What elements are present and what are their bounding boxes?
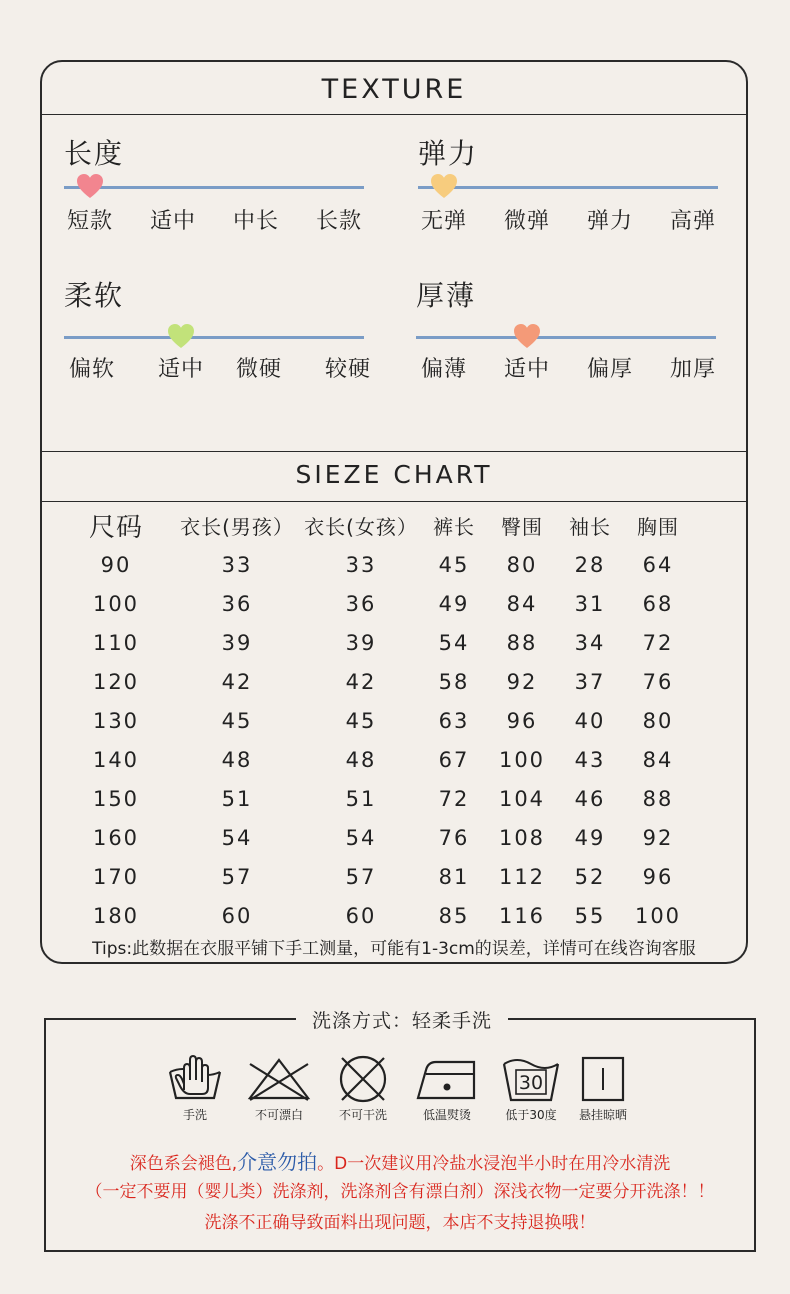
- cell-size: 160: [92, 825, 140, 850]
- no-bleach-icon: [244, 1054, 314, 1104]
- cell-pants-length: 45: [438, 552, 470, 577]
- cell-sleeve: 37: [574, 669, 606, 694]
- cell-sleeve: 31: [574, 591, 606, 616]
- no-dry-clean-item: [318, 1054, 408, 1123]
- cell-top-length-girl: 54: [345, 825, 377, 850]
- header-size: 尺码: [88, 512, 143, 543]
- wash-30-label: 低于30度: [505, 1108, 557, 1122]
- cell-size: 100: [92, 591, 140, 616]
- cell-sleeve: 52: [574, 864, 606, 889]
- table-row: [60, 545, 692, 584]
- cell-top-length-boy: 39: [221, 630, 253, 655]
- thick-option: 偏薄: [420, 357, 468, 382]
- warning-soak: 。D一次建议用冷盐水浸泡半小时在用冷水清洗: [317, 1154, 671, 1174]
- table-row: [60, 896, 692, 935]
- size-table: [60, 505, 692, 935]
- length-option: 适中: [149, 209, 197, 234]
- cell-pants-length: 54: [438, 630, 470, 655]
- table-row: [60, 740, 692, 779]
- wash-temp-text: 30: [518, 1072, 544, 1094]
- table-row: [60, 701, 692, 740]
- elastic-option: 微弹: [503, 209, 551, 234]
- header-top-length-girl: 衣长(女孩）: [304, 514, 418, 539]
- cell-hip: 112: [498, 864, 546, 889]
- low-iron-label: 低温熨烫: [422, 1108, 471, 1122]
- washing-box: [44, 1010, 756, 1252]
- texture-title: TEXTURE: [321, 74, 467, 105]
- elastic-track: [418, 186, 718, 189]
- wash-30-icon: [500, 1054, 562, 1104]
- warning-fade: 深色系会褪色,: [129, 1154, 238, 1174]
- cell-size: 90: [100, 552, 132, 577]
- table-row: [60, 662, 692, 701]
- cell-size: 170: [92, 864, 140, 889]
- soft-heart-icon: [167, 323, 195, 349]
- cell-chest: 92: [642, 825, 674, 850]
- hang-dry-icon: [578, 1054, 628, 1104]
- cell-pants-length: 67: [438, 747, 470, 772]
- thick-option: 偏厚: [586, 357, 634, 382]
- cell-hip: 80: [506, 552, 538, 577]
- divider: [42, 501, 746, 502]
- cell-top-length-girl: 51: [345, 786, 377, 811]
- table-row: [60, 857, 692, 896]
- thick-option: 加厚: [669, 357, 717, 382]
- hand-wash-icon: [166, 1054, 224, 1104]
- soft-title: 柔软: [64, 279, 125, 312]
- elastic-option: 弹力: [586, 209, 634, 234]
- table-row: [60, 584, 692, 623]
- cell-pants-length: 76: [438, 825, 470, 850]
- no-bleach-item: [234, 1054, 324, 1123]
- cell-chest: 68: [642, 591, 674, 616]
- thick-track: [416, 336, 716, 339]
- length-heart-icon: [76, 173, 104, 199]
- cell-pants-length: 81: [438, 864, 470, 889]
- cell-size: 130: [92, 708, 140, 733]
- length-option: 长款: [315, 209, 363, 234]
- cell-hip: 92: [506, 669, 538, 694]
- cell-hip: 100: [498, 747, 546, 772]
- thick-title: 厚薄: [416, 279, 477, 312]
- length-track: [64, 186, 364, 189]
- no-dry-clean-icon: [334, 1054, 392, 1104]
- cell-pants-length: 58: [438, 669, 470, 694]
- soft-track: [64, 336, 364, 339]
- cell-top-length-girl: 39: [345, 630, 377, 655]
- tips-text: Tips:此数据在衣服平铺下手工测量，可能有1-3cm的误差，详情可在线咨询客服: [92, 939, 696, 959]
- cell-hip: 84: [506, 591, 538, 616]
- cell-sleeve: 46: [574, 786, 606, 811]
- cell-size: 110: [92, 630, 140, 655]
- warning-line-1: [46, 1146, 754, 1175]
- cell-top-length-girl: 36: [345, 591, 377, 616]
- cell-sleeve: 55: [574, 903, 606, 928]
- cell-pants-length: 63: [438, 708, 470, 733]
- warning-line-3: 洗涤不正确导致面料出现问题，本店不支持退换哦！: [204, 1213, 596, 1233]
- header-hip: 臀围: [501, 514, 543, 539]
- header-chest: 胸围: [637, 514, 679, 539]
- soft-option: 偏软: [68, 357, 116, 382]
- cell-chest: 88: [642, 786, 674, 811]
- cell-chest: 76: [642, 669, 674, 694]
- cell-top-length-boy: 60: [221, 903, 253, 928]
- cell-pants-length: 85: [438, 903, 470, 928]
- divider: [42, 114, 746, 115]
- cell-top-length-boy: 57: [221, 864, 253, 889]
- table-row: [60, 818, 692, 857]
- cell-chest: 84: [642, 747, 674, 772]
- cell-size: 150: [92, 786, 140, 811]
- cell-hip: 116: [498, 903, 546, 928]
- cell-top-length-boy: 33: [221, 552, 253, 577]
- hand-wash-item: [150, 1054, 240, 1123]
- hang-dry-item: [558, 1054, 648, 1123]
- cell-size: 120: [92, 669, 140, 694]
- elastic-option: 无弹: [420, 209, 468, 234]
- elastic-heart-icon: [430, 173, 458, 199]
- washing-title: 洗涤方式：轻柔手洗: [296, 1006, 508, 1033]
- cell-hip: 108: [498, 825, 546, 850]
- length-option: 中长: [232, 209, 280, 234]
- low-iron-icon: [414, 1054, 480, 1104]
- elastic-option: 高弹: [669, 209, 717, 234]
- soft-option: 微硬: [235, 357, 283, 382]
- cell-chest: 100: [634, 903, 682, 928]
- cell-pants-length: 49: [438, 591, 470, 616]
- cell-chest: 72: [642, 630, 674, 655]
- cell-top-length-boy: 51: [221, 786, 253, 811]
- cell-hip: 104: [498, 786, 546, 811]
- cell-top-length-boy: 48: [221, 747, 253, 772]
- thick-option: 适中: [503, 357, 551, 382]
- table-header-row: [60, 505, 692, 545]
- cell-sleeve: 49: [574, 825, 606, 850]
- cell-sleeve: 40: [574, 708, 606, 733]
- thick-heart-icon: [513, 323, 541, 349]
- cell-chest: 64: [642, 552, 674, 577]
- warning-line-2: （一定不要用（婴儿类）洗涤剂，洗涤剂含有漂白剂）深浅衣物一定要分开洗涤！！: [85, 1182, 715, 1202]
- cell-hip: 96: [506, 708, 538, 733]
- cell-top-length-girl: 42: [345, 669, 377, 694]
- cell-sleeve: 34: [574, 630, 606, 655]
- divider: [42, 451, 746, 452]
- cell-size: 140: [92, 747, 140, 772]
- hang-dry-label: 悬挂晾晒: [578, 1108, 627, 1122]
- header-pants-length: 裤长: [433, 514, 475, 539]
- table-row: [60, 779, 692, 818]
- cell-top-length-girl: 45: [345, 708, 377, 733]
- cell-top-length-girl: 57: [345, 864, 377, 889]
- cell-sleeve: 43: [574, 747, 606, 772]
- warning-no-buy: 介意勿拍: [237, 1150, 318, 1174]
- no-bleach-label: 不可漂白: [254, 1108, 303, 1122]
- cell-top-length-girl: 48: [345, 747, 377, 772]
- low-iron-item: [402, 1054, 492, 1123]
- cell-top-length-boy: 45: [221, 708, 253, 733]
- cell-size: 180: [92, 903, 140, 928]
- cell-hip: 88: [506, 630, 538, 655]
- table-body: [60, 545, 692, 935]
- elastic-title: 弹力: [418, 137, 479, 170]
- no-dry-clean-label: 不可干洗: [338, 1108, 387, 1122]
- header-sleeve: 袖长: [569, 514, 611, 539]
- cell-top-length-boy: 42: [221, 669, 253, 694]
- size-chart-title: SIEZE CHART: [295, 460, 493, 489]
- header-top-length-boy: 衣长(男孩）: [180, 514, 294, 539]
- cell-chest: 96: [642, 864, 674, 889]
- cell-top-length-girl: 60: [345, 903, 377, 928]
- length-option: 短款: [66, 209, 114, 234]
- cell-top-length-boy: 36: [221, 591, 253, 616]
- cell-top-length-boy: 54: [221, 825, 253, 850]
- cell-chest: 80: [642, 708, 674, 733]
- table-row: [60, 623, 692, 662]
- cell-sleeve: 28: [574, 552, 606, 577]
- hand-wash-label: 手洗: [182, 1108, 207, 1122]
- length-title: 长度: [64, 137, 125, 170]
- soft-option: 较硬: [324, 357, 372, 382]
- cell-top-length-girl: 33: [345, 552, 377, 577]
- cell-pants-length: 72: [438, 786, 470, 811]
- soft-option: 适中: [157, 357, 205, 382]
